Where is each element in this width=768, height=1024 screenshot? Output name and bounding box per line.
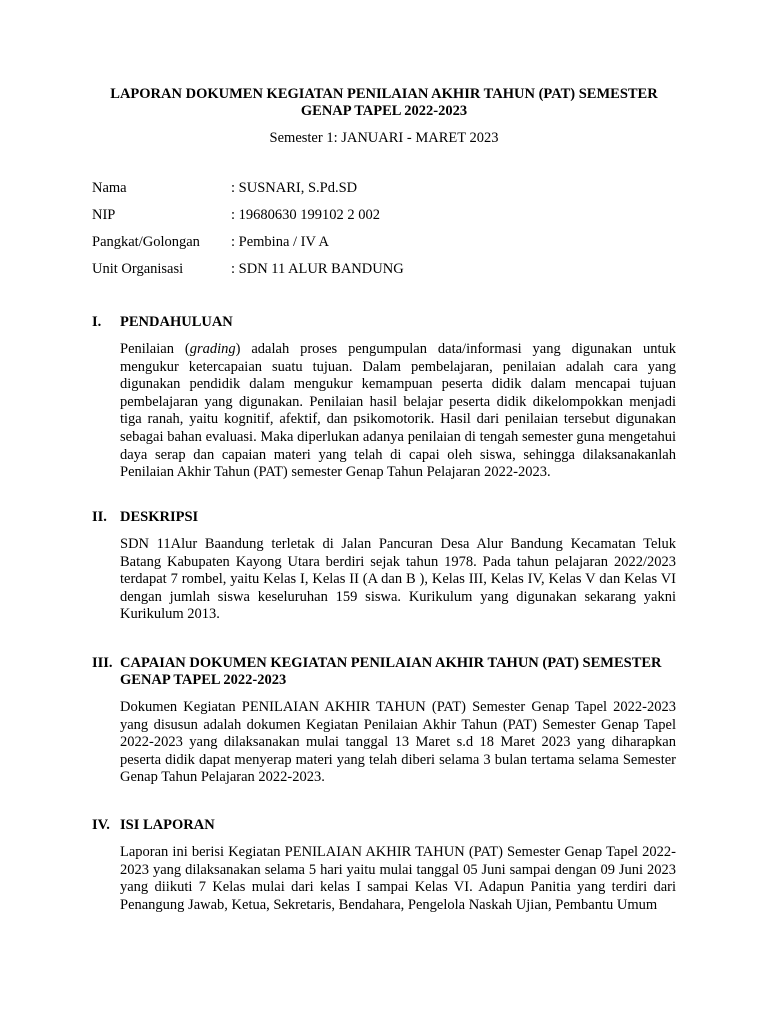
identity-label: Pangkat/Golongan (92, 234, 200, 250)
document-subtitle: Semester 1: JANUARI - MARET 2023 (269, 130, 499, 146)
section-number: II. (92, 509, 107, 525)
section-title: ISI LAPORAN (120, 817, 215, 833)
section-deskripsi (92, 509, 676, 624)
section-number: IV. (92, 817, 110, 833)
section-title: DESKRIPSI (120, 509, 199, 525)
section-paragraph (120, 341, 676, 482)
paragraph-text: Penilaian ( (120, 341, 190, 357)
section-heading (92, 314, 676, 331)
paragraph-italic-term: grading (189, 341, 236, 357)
section-paragraph: SDN 11Alur Baandung terletak di Jalan Pancuran Desa Alur Bandung Kecamatan Teluk Batang Kabupaten Kayong Utara berdiri sejak tahun 1978. Pada tahun pelajaran 2022/2023 terdapat 7 rombel, yaitu Kelas I, Kelas II (A dan B ), Kelas III, Kelas IV, Kelas V dan Kelas VI dengan jumlah siswa keseluruhan 159 siswa. Kurikulum yang digunakan sekarang yakni Kurikulum 2013. (120, 536, 676, 623)
section-paragraph: Dokumen Kegiatan PENILAIAN AKHIR TAHUN (PAT) Semester Genap Tapel 2022-2023 yang disusun adalah dokumen Kegiatan Penilaian Akhir Tahun (PAT) Semester Genap Tapel 2022-2023 yang dilaksanakan mulai tanggal 13 Maret s.d 18 Maret 2023 yang diharapkan peserta didik dapat menyerap materi yang telah diberi selama 3 bulan tertama selama Semester Genap Tahun Pelajaran 2022-2023. (120, 699, 676, 786)
section-number: I. (92, 314, 102, 330)
identity-label: Nama (92, 180, 127, 196)
identity-value: : Pembina / IV A (231, 234, 330, 250)
section-heading (92, 817, 676, 834)
section-title: PENDAHULUAN (120, 314, 233, 330)
section-heading (92, 655, 676, 689)
section-title: CAPAIAN DOKUMEN KEGIATAN PENILAIAN AKHIR TAHUN (PAT) SEMESTER GENAP TAPEL 2022-2023 (120, 655, 662, 688)
identity-value: : SDN 11 ALUR BANDUNG (231, 261, 404, 277)
section-pendahuluan (92, 314, 676, 482)
section-number: III. (92, 655, 113, 671)
section-capaian (92, 655, 676, 787)
identity-value: : 19680630 199102 2 002 (231, 207, 381, 223)
section-heading (92, 509, 676, 526)
section-isi-laporan (92, 817, 676, 914)
identity-label: Unit Organisasi (92, 261, 184, 277)
section-paragraph: Laporan ini berisi Kegiatan PENILAIAN AKHIR TAHUN (PAT) Semester Genap Tapel 2022-2023 yang dilaksanakan selama 5 hari yaitu mulai tanggal 05 Juni sampai dengan 09 Juni 2023 yang diikuti 7 Kelas mulai dari kelas I sampai Kelas VI. Adapun Panitia yang terdiri dari Penangung Jawab, Ketua, Sekretaris, Bendahara, Pengelola Naskah Ujian, Pembantu Umum (120, 844, 676, 913)
identity-label: NIP (92, 207, 116, 223)
identity-value: : SUSNARI, S.Pd.SD (231, 180, 358, 196)
document-title: LAPORAN DOKUMEN KEGIATAN PENILAIAN AKHIR TAHUN (PAT) SEMESTER GENAP TAPEL 2022-2023 (110, 86, 658, 119)
paragraph-text: ) adalah proses pengumpulan data/informasi yang digunakan untuk mengukur ketercapaian suatu tujuan. Dalam pembelajaran, penilaian adalah cara yang digunakan pendidik dalam mengukur kemampuan peserta didik dalam mencapai tujuan pembelajaran yang digunakan. Penilaian hasil belajar peserta didik dikelompokkan menjadi tiga ranah, yaitu kognitif, afektif, dan psikomotorik. Hasil dari penilaian tersebut digunakan sebagai bahan evaluasi. Maka diperlukan adanya penilaian di tengah semester guna mengetahui daya serap dan capaian materi yang telah di capai oleh siswa, sehingga dilaksanakanlah Penilaian Akhir Tahun (PAT) semester Genap Tahun Pelajaran 2022-2023. (120, 341, 676, 481)
